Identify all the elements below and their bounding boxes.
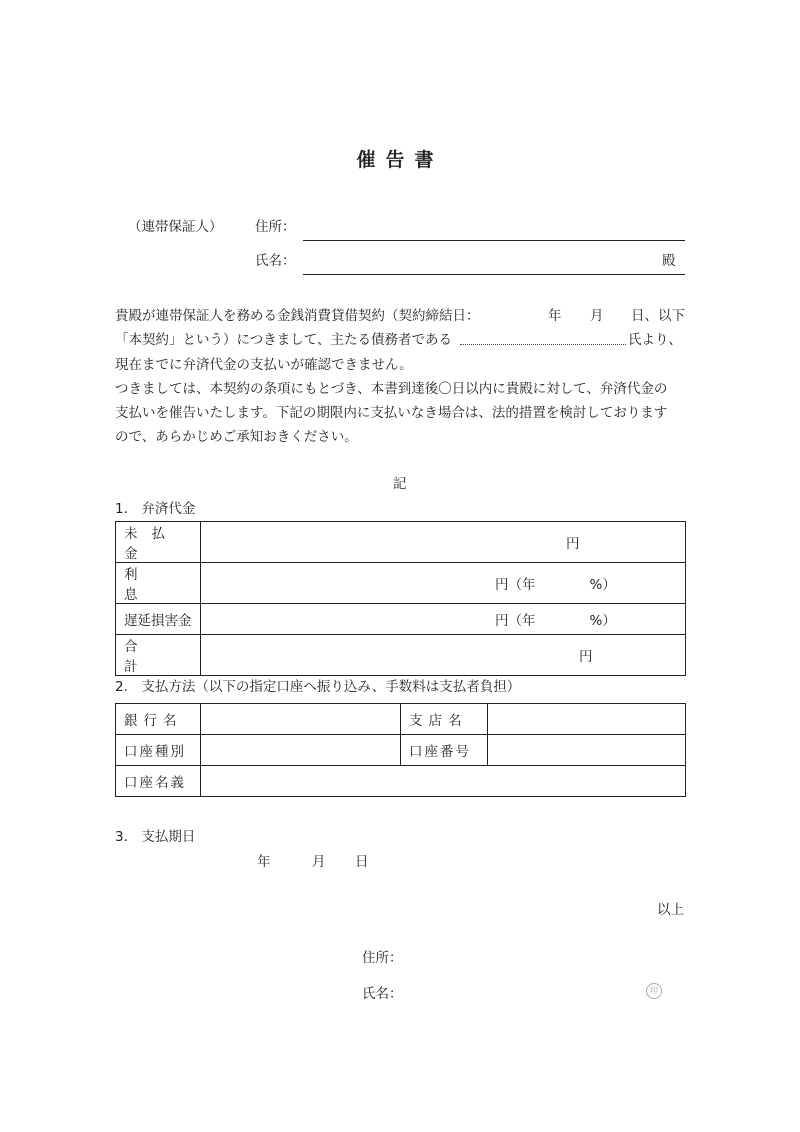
body-line-6: ので、あらかじめご承知おきください。 (115, 429, 358, 445)
payment-amount-table (115, 521, 686, 676)
row-label-late-fee: 遅延損害金 (116, 604, 201, 635)
branch-name-field[interactable] (488, 704, 686, 735)
table-row (116, 704, 686, 735)
branch-name-label: 支店名 (401, 704, 488, 735)
row-value-total[interactable]: 円 (201, 635, 686, 676)
table-row (116, 766, 686, 797)
closing-ijou: 以上 (657, 902, 684, 918)
bank-name-label: 銀行名 (116, 704, 201, 735)
addressee-name-label: 氏名： (255, 253, 296, 269)
addressee-honorific: 殿 (662, 253, 676, 269)
row-label-interest: 利息 (116, 563, 201, 604)
bank-account-table (115, 703, 686, 797)
body-line-1-year: 年 (548, 308, 562, 324)
table-row (116, 635, 686, 676)
sender-address-label: 住所： (362, 950, 403, 966)
seal-icon: 印 (646, 983, 662, 999)
account-holder-label: 口座名義 (116, 766, 201, 797)
section1-heading: 1. 弁済代金 (115, 501, 196, 517)
bank-name-field[interactable] (201, 704, 401, 735)
due-day: 日 (355, 854, 369, 870)
ki-heading: 記 (393, 476, 407, 492)
body-line-2-suffix: 氏より、 (628, 332, 682, 348)
body-line-1: 貴殿が連帯保証人を務める金銭消費貸借契約（契約締結日： (115, 308, 480, 324)
addressee-address-label: 住所： (255, 219, 296, 235)
row-value-late-fee[interactable]: 円（年 %） (201, 604, 686, 635)
body-line-2: 「本契約」という）につきまして、主たる債務者である (115, 332, 452, 348)
account-number-field[interactable] (488, 735, 686, 766)
row-value-interest[interactable]: 円（年 %） (201, 563, 686, 604)
row-label-unpaid: 未払金 (116, 522, 201, 563)
body-line-5: 支払いを催告いたします。下記の期限内に支払いなき場合は、法的措置を検討しております (115, 405, 668, 421)
body-line-3: 現在までに弁済代金の支払いが確認できません。 (115, 357, 413, 373)
addressee-role: （連帯保証人） (128, 219, 223, 235)
due-month: 月 (312, 854, 326, 870)
account-type-field[interactable] (201, 735, 401, 766)
table-row (116, 735, 686, 766)
account-type-label: 口座種別 (116, 735, 201, 766)
addressee-address-line[interactable] (303, 240, 685, 241)
addressee-name-line[interactable] (303, 274, 685, 275)
body-line-4: つきましては、本契約の条項にもとづき、本書到達後〇日以内に貴殿に対して、弁済代金の (115, 381, 668, 397)
account-holder-field[interactable] (201, 766, 686, 797)
table-row (116, 522, 686, 563)
document-title: 催告書 (356, 149, 444, 171)
section3-heading: 3. 支払期日 (115, 829, 196, 845)
table-row (116, 604, 686, 635)
row-value-unpaid[interactable]: 円 (201, 522, 686, 563)
debtor-name-line[interactable] (460, 344, 626, 345)
account-number-label: 口座番号 (401, 735, 488, 766)
body-line-1-day: 日、以下 (631, 308, 685, 324)
section2-heading: 2. 支払方法（以下の指定口座へ振り込み、手数料は支払者負担） (115, 679, 521, 695)
table-row (116, 563, 686, 604)
body-line-1-month: 月 (590, 308, 604, 324)
row-label-total: 合計 (116, 635, 201, 676)
due-year: 年 (257, 854, 271, 870)
sender-name-label: 氏名： (362, 986, 403, 1002)
